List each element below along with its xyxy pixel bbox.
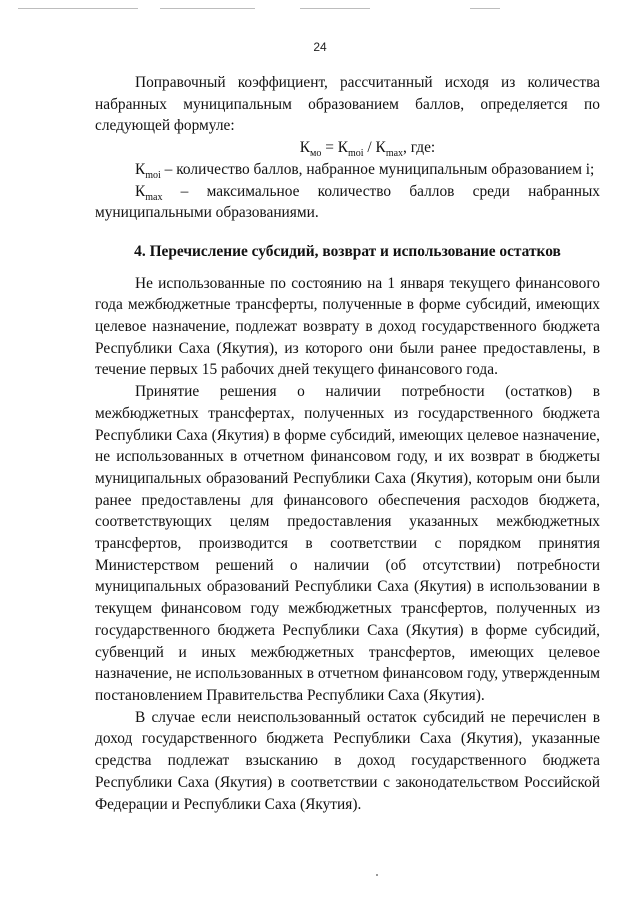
formula-subscript: moi	[348, 148, 364, 160]
formula-k: / К	[363, 139, 386, 157]
formula-k: = К	[321, 139, 348, 157]
def-symbol: К	[135, 182, 146, 200]
definition-kmoi	[95, 159, 600, 181]
def-symbol: К	[135, 160, 146, 178]
def-subscript: max	[145, 191, 163, 203]
formula-k: К	[299, 139, 311, 157]
formula-tail: , где:	[403, 139, 436, 157]
body-paragraph: В случае если неиспользованный остаток субсидий не перечислен в доход государственного бюджета Республики Саха (Якутия), указанные средства подлежат взысканию в доход государственного бюджета Республики Саха (Якутия) в соответствии с законодательством Российской Федерации и Республики Саха (Якутия).	[95, 708, 600, 813]
section-heading: 4. Перечисление субсидий, возврат и использование остатков	[134, 242, 561, 260]
intro-paragraph: Поправочный коэффициент, рассчитанный исходя из количества набранных муниципальным образованием баллов, определяется по следующей формуле:	[95, 74, 600, 135]
def-text: – количество баллов, набранное муниципальным образованием i;	[160, 160, 595, 178]
document-body	[95, 72, 600, 815]
coefficient-formula	[95, 137, 600, 159]
def-subscript: moi	[145, 169, 161, 181]
definition-kmax	[95, 181, 600, 224]
scan-edge-line	[300, 8, 370, 9]
body-paragraph: Принятие решения о наличии потребности (остатков) в межбюджетных трансфертах, полученных из государственного бюджета Республики Саха (Якутия) в форме субсидий, имеющих целевое назначение, не использованных в отчетном финансовом году, и их возврат в бюджеты муниципальных образований Республики Саха (Якутия), которым они были ранее предоставлены для финансового обеспечения расходов бюджета, соответствующих целям предоставления указанных межбюджетных трансфертов, производится в соответствии с порядком принятия Министерством решений о наличии (об отсутствии) потребности муниципальных образований Республики Саха (Якутия) в использовании в текущем финансовом году межбюджетных трансфертов, полученных из государственного бюджета Республики Саха (Якутия) в форме субсидий, субвенций и иных межбюджетных трансфертов, имеющих целевое назначение, не использованных в отчетном финансовом году, утвержденным постановлением Правительства Республики Саха (Якутия).	[95, 383, 600, 704]
scan-edge-line	[18, 8, 138, 9]
formula-subscript: max	[385, 148, 404, 160]
scan-edge-line	[470, 8, 500, 9]
page-number: 24	[313, 40, 327, 54]
scan-speck	[376, 874, 378, 876]
def-text: – максимальное количество баллов среди набранных муниципальными образованиями.	[95, 182, 600, 222]
formula-subscript: мо	[310, 148, 322, 160]
body-paragraph: Не использованные по состоянию на 1 января текущего финансового года межбюджетные трансферты, полученные в форме субсидий, имеющих целевое назначение, подлежат возврату в доход государственного бюджета Республики Саха (Якутия), из которого они были ранее предоставлены, в течение первых 15 рабочих дней текущего финансового года.	[95, 274, 600, 379]
scan-edge-line	[160, 8, 255, 9]
